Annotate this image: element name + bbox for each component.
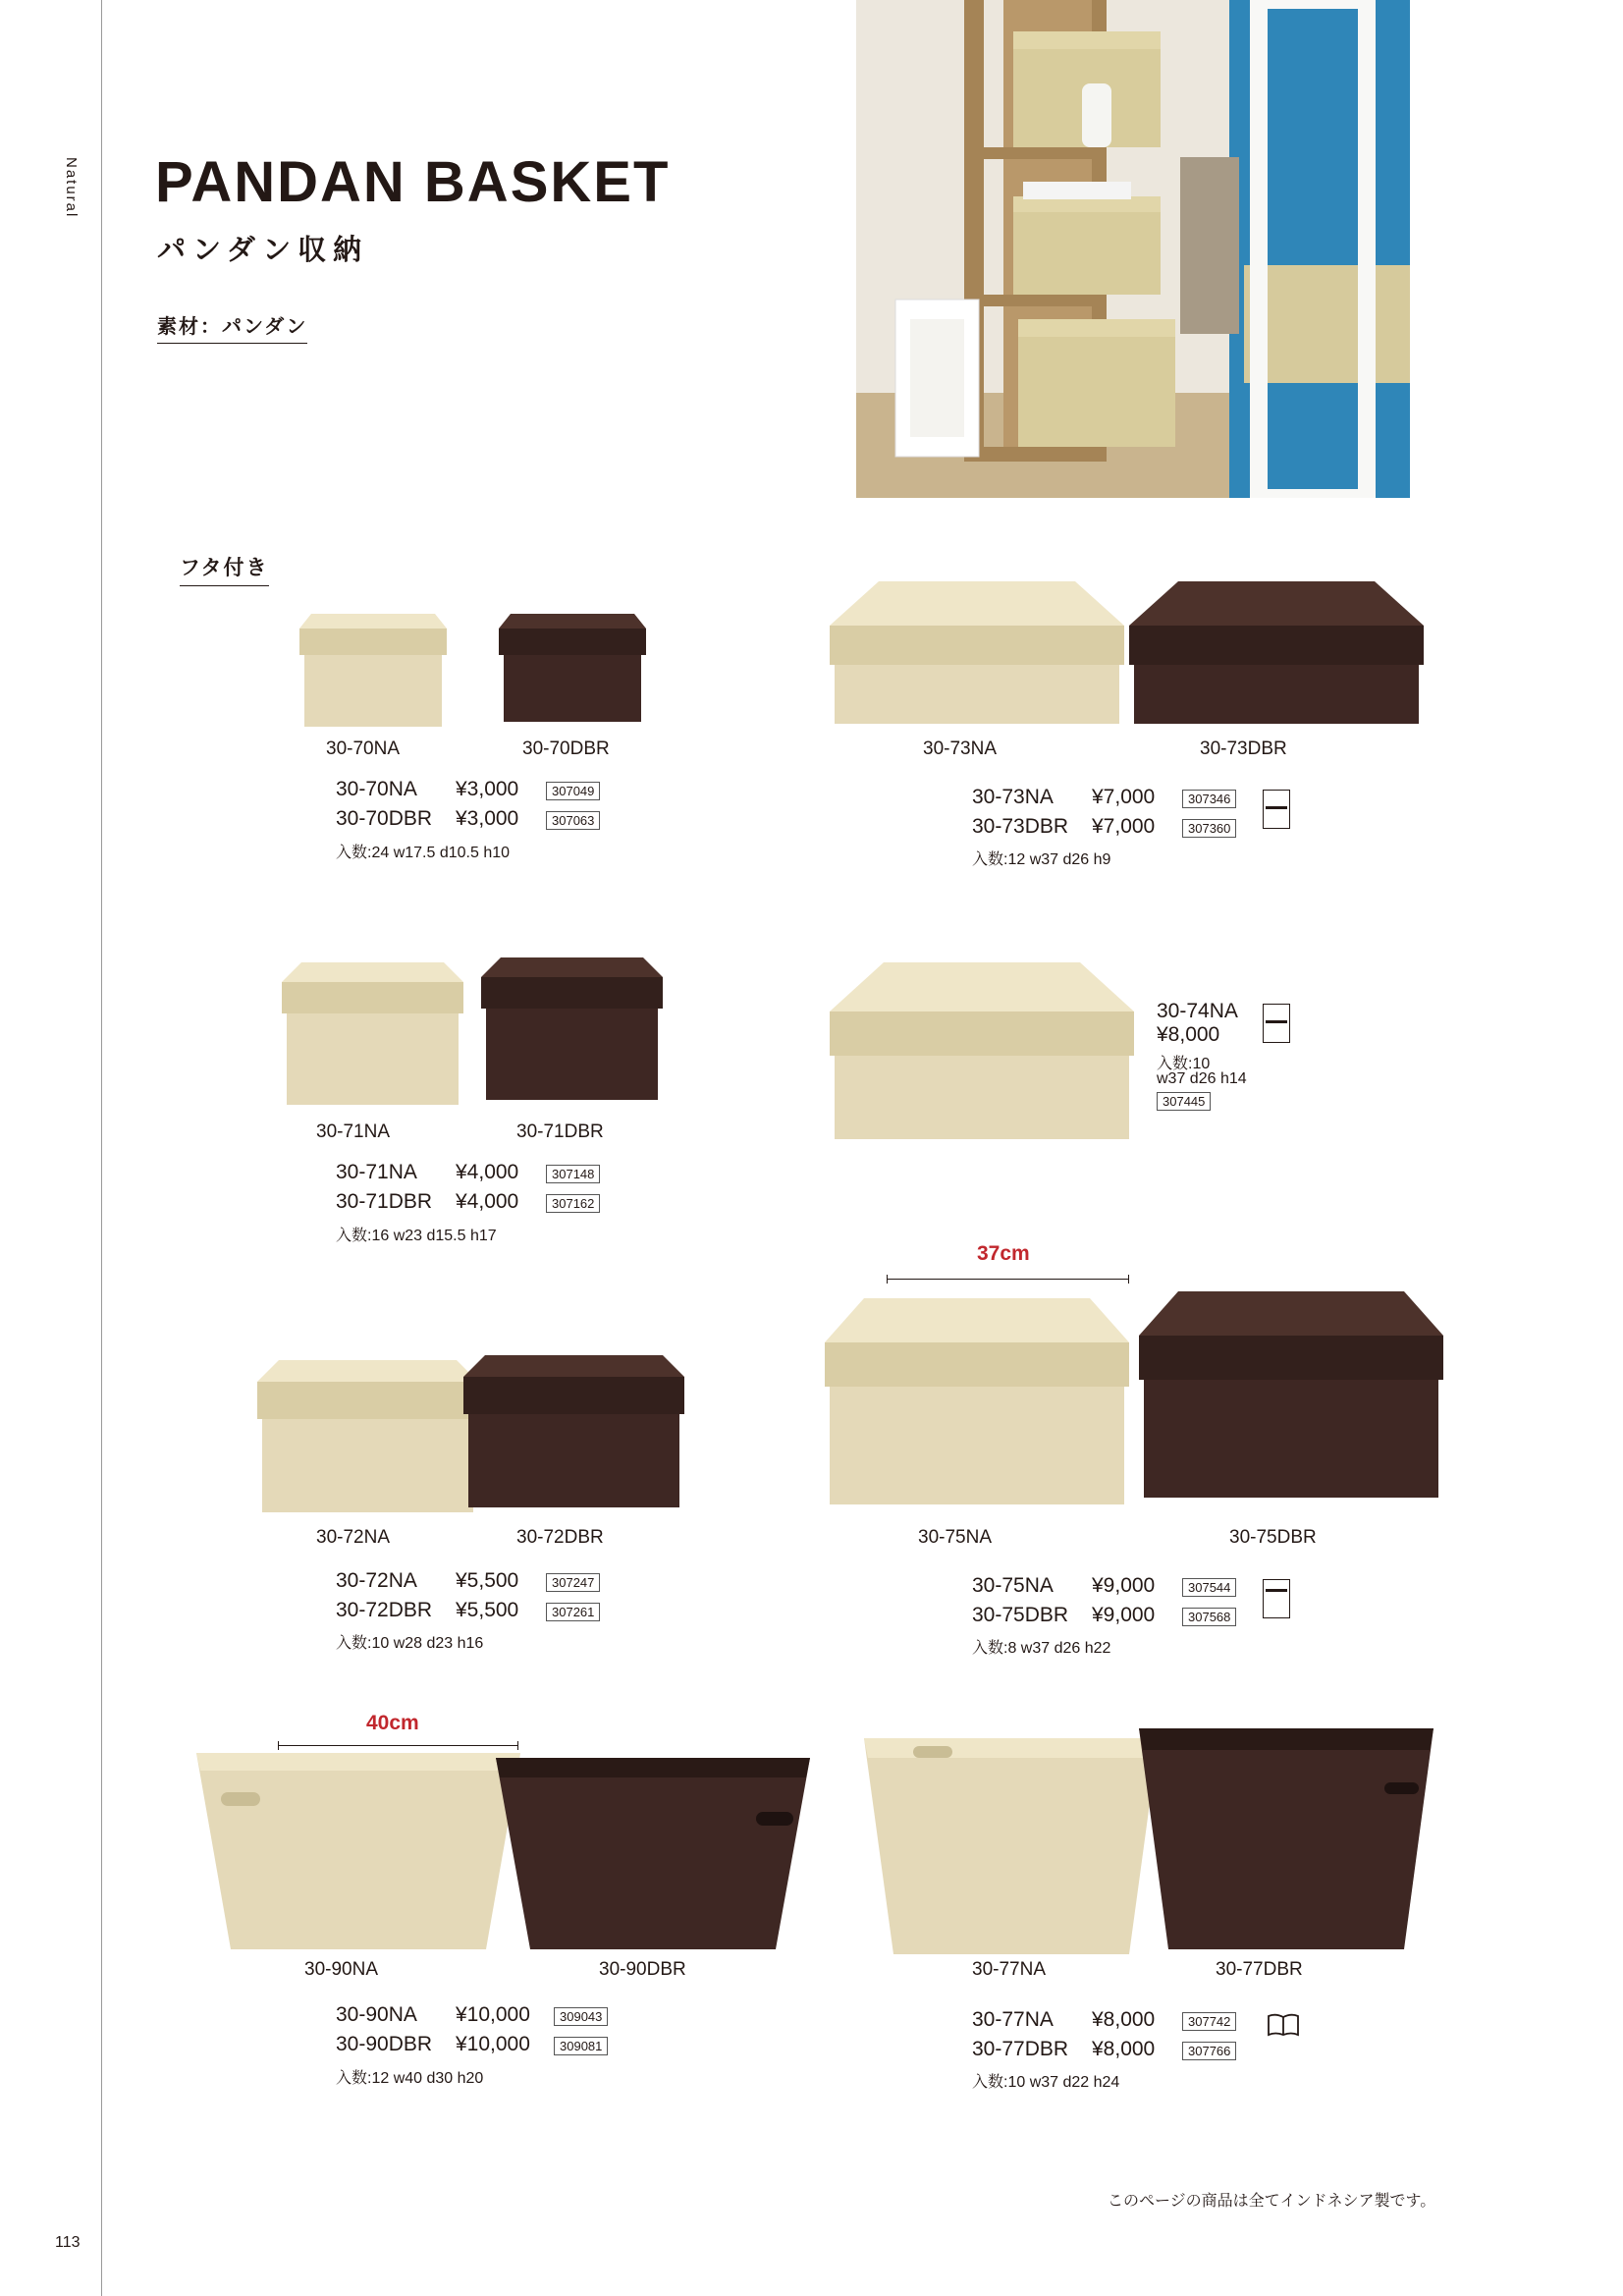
- basket-image-30-77NA: [864, 1738, 1159, 1954]
- basket-image-30-74NA: [830, 962, 1134, 1139]
- basket-image-30-90DBR: [496, 1758, 810, 1949]
- section-heading: フタ付き: [180, 552, 269, 586]
- price-row: 30-70NA ¥3,000 307049: [336, 778, 417, 801]
- spec-30-75: 入数:8 w37 d26 h22: [972, 1640, 1111, 1657]
- basket-image-30-71NA: [282, 962, 463, 1105]
- dimension-line: [887, 1279, 1129, 1280]
- caption-30-75NA: 30-75NA: [918, 1527, 992, 1548]
- basket-image-30-70DBR: [499, 614, 646, 722]
- basket-image-30-77DBR: [1139, 1728, 1434, 1949]
- basket-image-30-71DBR: [481, 957, 663, 1100]
- caption-30-70DBR: 30-70DBR: [522, 738, 610, 759]
- spec-30-71: 入数:16 w23 d15.5 h17: [336, 1228, 497, 1244]
- dimension-label-40cm: 40cm: [366, 1712, 419, 1734]
- caption-30-73NA: 30-73NA: [923, 738, 997, 759]
- size-30-74NA: w37 d26 h14: [1157, 1070, 1247, 1087]
- caption-30-71NA: 30-71NA: [316, 1121, 390, 1142]
- price-row: 30-77NA ¥8,000 307742: [972, 2008, 1054, 2032]
- basket-image-30-72DBR: [463, 1355, 684, 1507]
- dimension-line: [278, 1745, 518, 1746]
- spec-30-73: 入数:12 w37 d26 h9: [972, 851, 1111, 868]
- caption-30-90NA: 30-90NA: [304, 1959, 378, 1980]
- book-icon: [1267, 2013, 1300, 2037]
- caption-30-70NA: 30-70NA: [326, 738, 400, 759]
- basket-image-30-75DBR: [1139, 1291, 1443, 1498]
- side-label: Natural: [63, 157, 80, 219]
- caption-30-72DBR: 30-72DBR: [516, 1527, 604, 1548]
- caption-30-77DBR: 30-77DBR: [1216, 1959, 1303, 1980]
- basket-image-30-70NA: [299, 614, 447, 727]
- origin-footnote: このページの商品は全てインドネシア製です。: [1108, 2191, 1436, 2210]
- caption-30-72NA: 30-72NA: [316, 1527, 390, 1548]
- basket-image-30-75NA: [825, 1298, 1129, 1504]
- price-row: 30-77DBR ¥8,000 307766: [972, 2038, 1068, 2061]
- caption-30-75DBR: 30-75DBR: [1229, 1527, 1317, 1548]
- price-30-74NA: ¥8,000: [1157, 1023, 1220, 1046]
- price-row: 30-75DBR ¥9,000 307568: [972, 1604, 1068, 1627]
- spec-30-72: 入数:10 w28 d23 h16: [336, 1635, 484, 1652]
- caption-30-71DBR: 30-71DBR: [516, 1121, 604, 1142]
- spec-30-90: 入数:12 w40 d30 h20: [336, 2070, 484, 2087]
- drawer-icon: [1263, 1579, 1290, 1618]
- page-number: 113: [55, 2234, 81, 2251]
- material-label: 素材：パンダン: [157, 310, 307, 344]
- basket-image-30-72NA: [257, 1360, 478, 1512]
- page-subtitle: パンダン収納: [157, 233, 369, 266]
- price-row: 30-73DBR ¥7,000 307360: [972, 815, 1068, 839]
- price-row: 30-71NA ¥4,000 307148: [336, 1161, 417, 1184]
- price-row: 30-73NA ¥7,000 307346: [972, 786, 1054, 809]
- price-row: 30-72NA ¥5,500 307247: [336, 1569, 417, 1593]
- drawer-icon: [1263, 790, 1290, 829]
- dimension-label-37cm: 37cm: [977, 1242, 1030, 1265]
- basket-image-30-90NA: [196, 1753, 520, 1949]
- price-row: 30-72DBR ¥5,500 307261: [336, 1599, 432, 1622]
- caption-30-90DBR: 30-90DBR: [599, 1959, 686, 1980]
- qty-30-74NA: 入数:10: [1157, 1056, 1211, 1072]
- price-row: 30-71DBR ¥4,000 307162: [336, 1190, 432, 1214]
- drawer-icon: [1263, 1004, 1290, 1043]
- product-code-30-74NA: 30-74NA: [1157, 1000, 1238, 1022]
- price-row: 30-70DBR ¥3,000 307063: [336, 807, 432, 831]
- lifestyle-photo: [856, 0, 1410, 498]
- basket-image-30-73DBR: [1129, 581, 1424, 724]
- caption-30-77NA: 30-77NA: [972, 1959, 1046, 1980]
- caption-30-73DBR: 30-73DBR: [1200, 738, 1287, 759]
- price-row: 30-75NA ¥9,000 307544: [972, 1574, 1054, 1598]
- margin-rule: [101, 0, 102, 2296]
- page-title: PANDAN BASKET: [155, 150, 671, 214]
- spec-30-77: 入数:10 w37 d22 h24: [972, 2074, 1120, 2091]
- price-row: 30-90NA ¥10,000 309043: [336, 2003, 417, 2027]
- spec-30-70: 入数:24 w17.5 d10.5 h10: [336, 845, 511, 861]
- basket-image-30-73NA: [830, 581, 1124, 724]
- price-row: 30-90DBR ¥10,000 309081: [336, 2033, 432, 2056]
